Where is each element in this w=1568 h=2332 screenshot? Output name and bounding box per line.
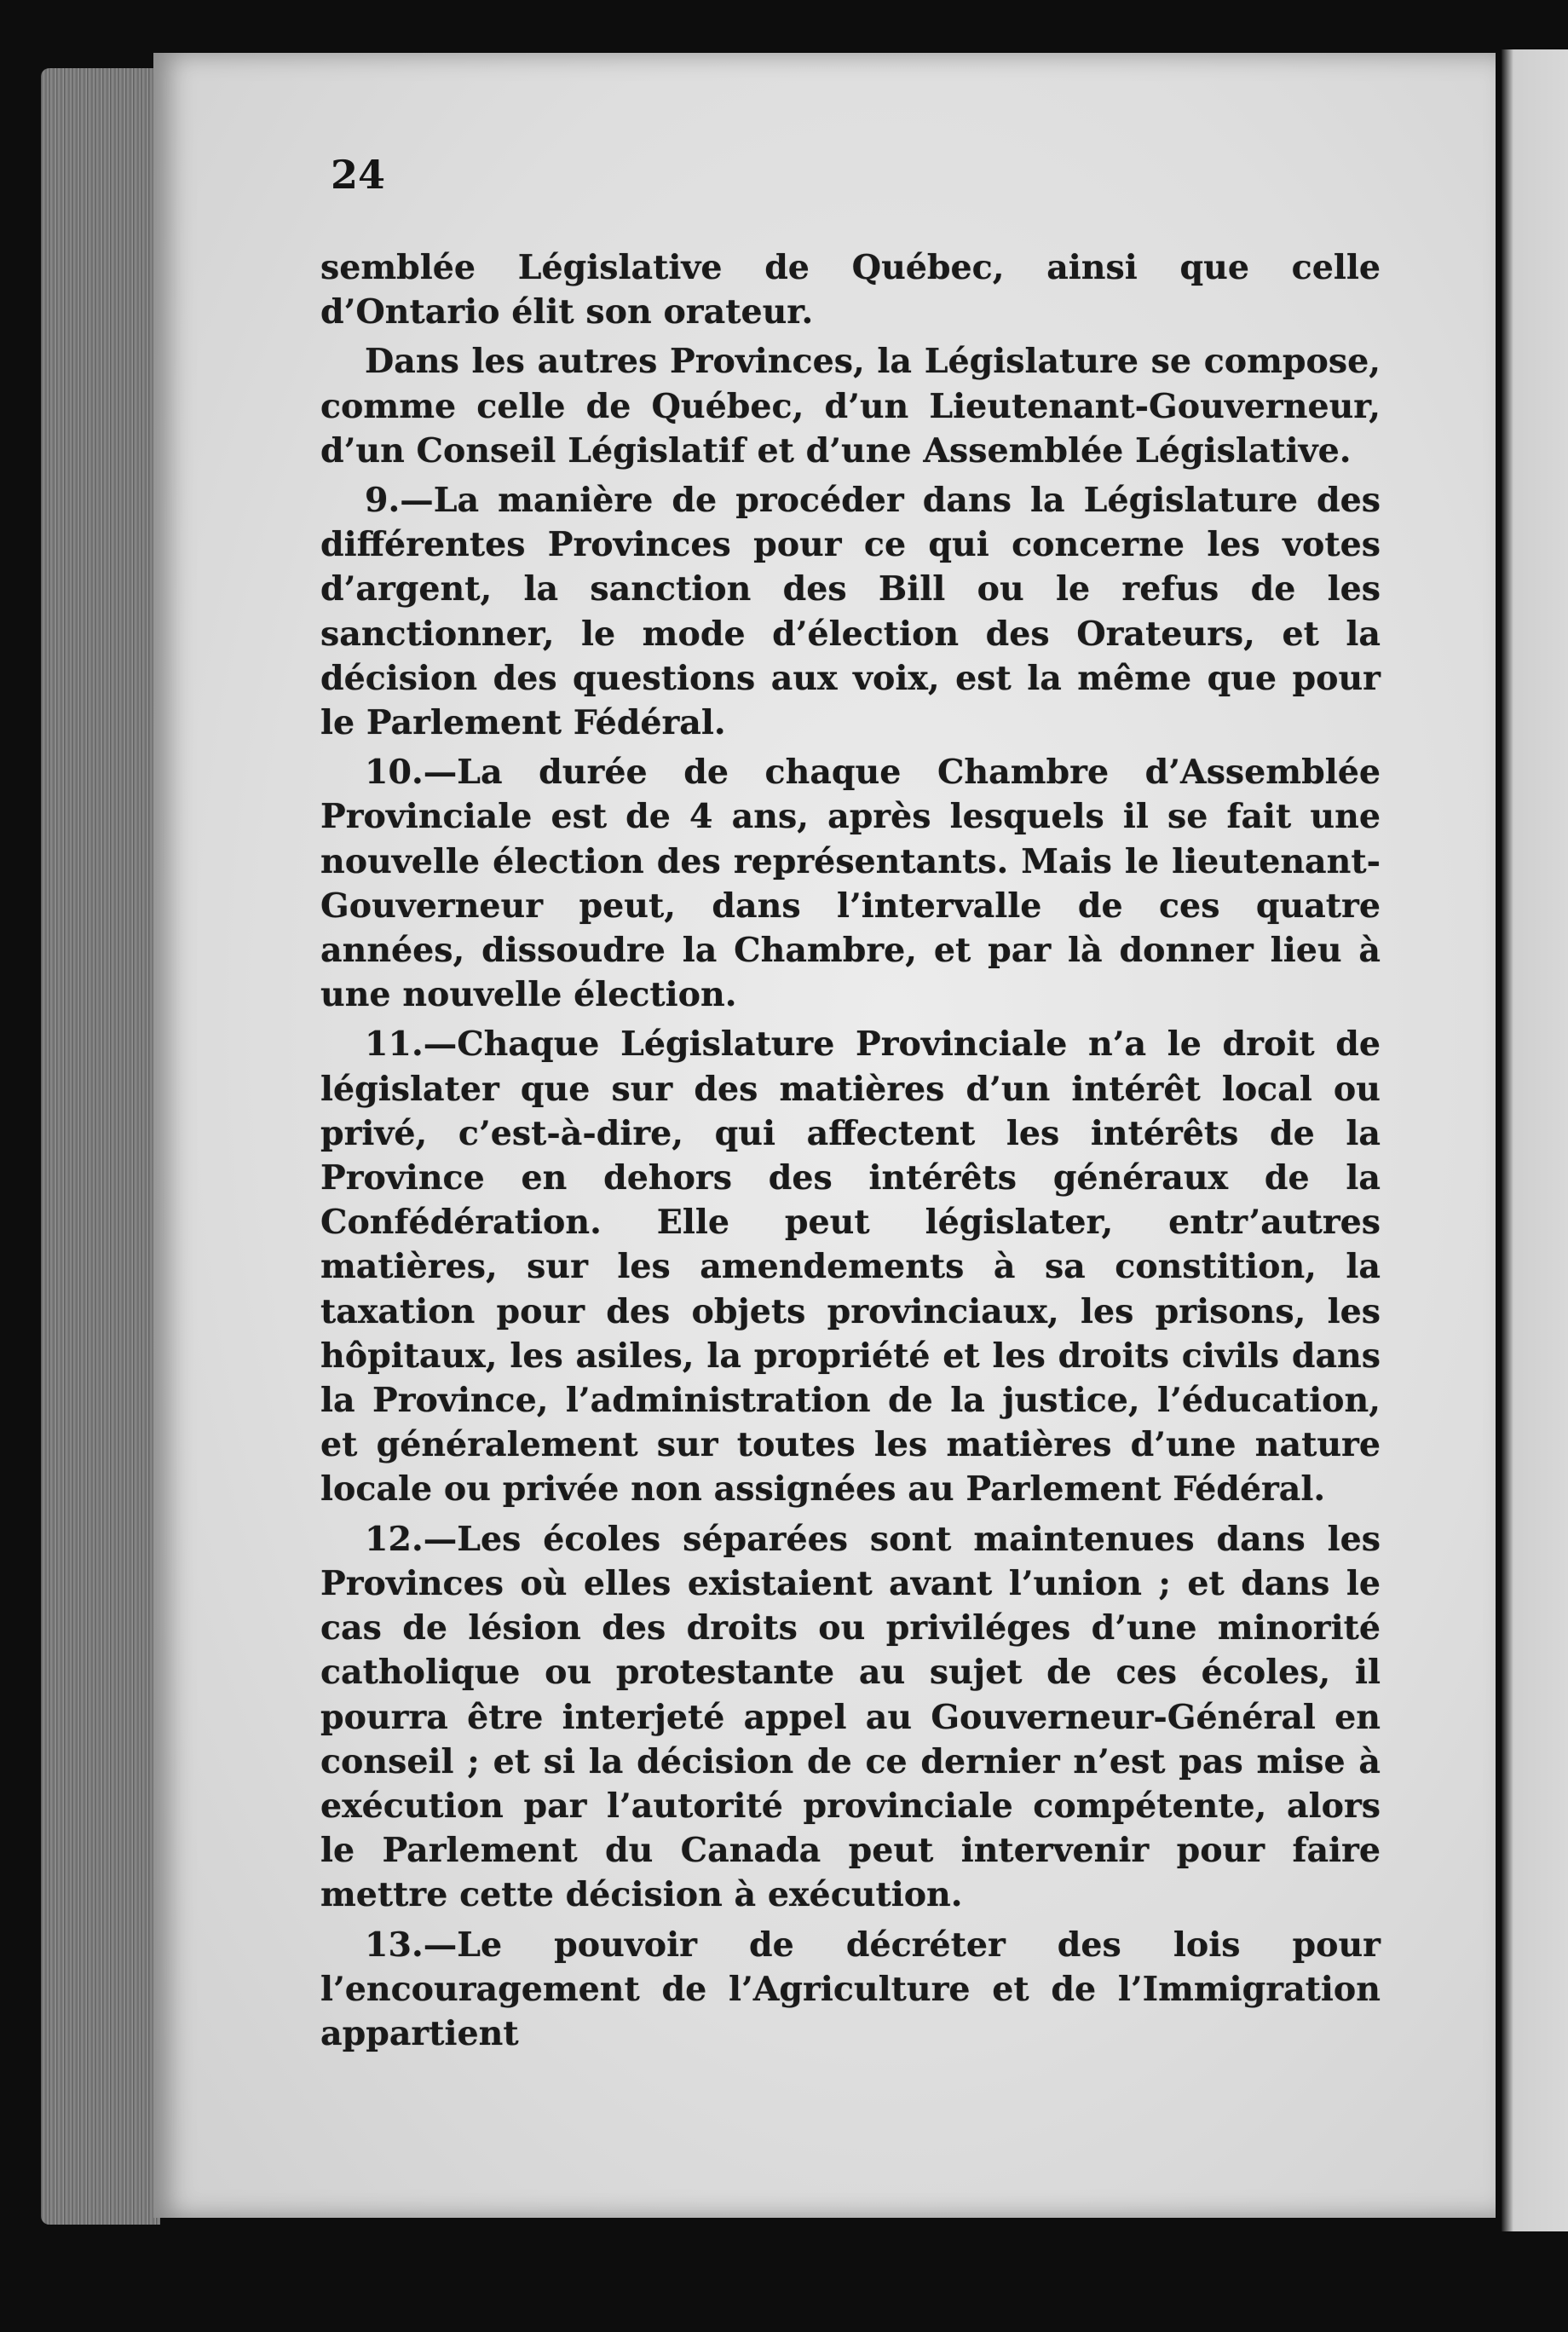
paragraph-article-11: 11.—Chaque Législature Provinciale n’a le droit de législater que sur des matières d’un intérêt local ou privé, c’est-à-dire, qui affectent les intérêts de la Province en dehors des intérêts généraux de la Confédération. Elle peut législater, entr’autres matières, sur les amendements à sa constition, la taxation pour des objets provinciaux, les prisons, les hôpitaux, les asiles, la propriété et les droits civils dans la Province, l’administration de la justice, l’éducation, et généralement sur toutes les matières d’une nature locale ou privée non assignées au Parlement Fédéral. (320, 1025, 1381, 1509)
book-page-edges (41, 68, 160, 2225)
paragraph-other-provinces: Dans les autres Provinces, la Législature se compose, comme celle de Québec, d’un Lieutenant-Gouverneur, d’un Conseil Législatif et d’une Assemblée Législative. (320, 342, 1381, 470)
paragraph-article-13: 13.—Le pouvoir de décréter des lois pour l’encouragement de l’Agriculture et de l’Immigration appartient (320, 1925, 1381, 2053)
page-number: 24 (331, 152, 386, 198)
paragraph-article-9: 9.—La manière de procéder dans la Législature des différentes Provinces pour ce qui concerne les votes d’argent, la sanction des Bill ou le refus de les sanctionner, le mode d’élection des Orateurs, et la décision des questions aux voix, est la même que pour le Parlement Fédéral. (320, 481, 1381, 743)
paragraph-article-10: 10.—La durée de chaque Chambre d’Assemblée Provinciale est de 4 ans, après lesquels il se fait une nouvelle élection des représentants. Mais le lieutenant-Gouverneur peut, dans l’intervalle de ces quatre années, dissoudre la Chambre, et par là donner lieu à une nouvelle élection. (320, 753, 1381, 1015)
paragraph-continuation: semblée Législative de Québec, ainsi que celle d’Ontario élit son orateur. (320, 248, 1381, 332)
paragraph-article-12: 12.—Les écoles séparées sont maintenues dans les Provinces où elles existaient avant l’union ; et dans le cas de lésion des droits ou priviléges d’une minorité catholique ou protestante au sujet de ces écoles, il pourra être interjeté appel au Gouverneur-Général en conseil ; et si la décision de ce dernier n’est pas mise à exécution par l’autorité provinciale compétente, alors le Parlement du Canada peut intervenir pour faire mettre cette décision à exécution. (320, 1519, 1381, 1915)
facing-page-edge (1502, 49, 1568, 2231)
page-text (320, 245, 1381, 2061)
